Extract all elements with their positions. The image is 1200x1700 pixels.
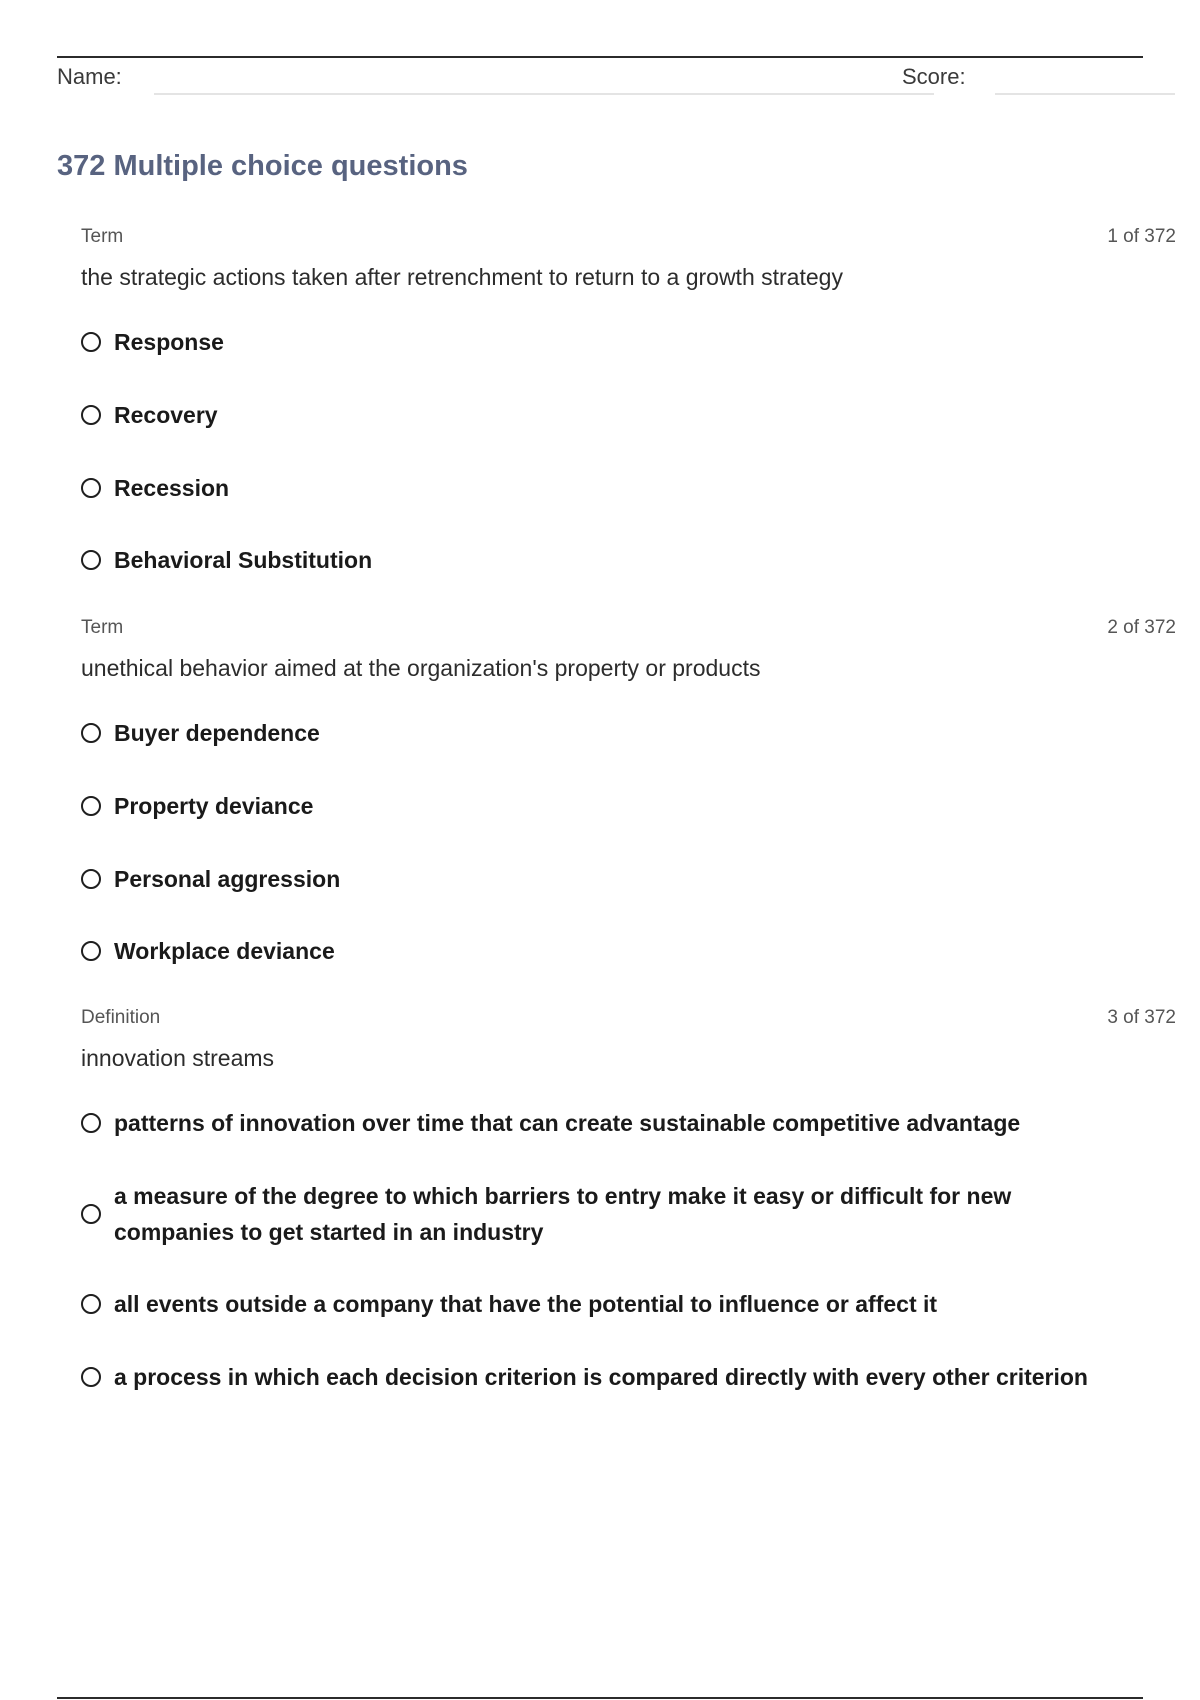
question-kind: Term [81,226,124,247]
top-rule [57,56,1143,58]
answer-option[interactable] [81,1359,1088,1395]
answer-option-label: Recession [114,475,230,501]
bottom-rule [57,1697,1143,1699]
answer-option-label: Response [114,329,224,355]
score-field[interactable] [995,93,1175,95]
answer-option-label: Behavioral Substitution [114,547,373,573]
radio-icon[interactable] [81,405,101,425]
radio-icon[interactable] [81,1204,101,1224]
answer-option[interactable] [81,861,340,897]
radio-icon[interactable] [81,1294,101,1314]
name-field[interactable] [154,93,934,95]
answer-option-label: patterns of innovation over time that can create sustainable competitive advantage [114,1110,1021,1136]
radio-icon[interactable] [81,869,101,889]
question-prompt: innovation streams [81,1045,275,1071]
question-kind: Definition [81,1007,161,1028]
answer-option-label: Workplace deviance [114,938,335,964]
name-label: Name: [57,64,122,89]
answer-option-label: all events outside a company that have the potential to influence or affect it [114,1291,938,1317]
worksheet-header [57,62,1175,98]
answer-option[interactable] [81,324,224,360]
radio-icon[interactable] [81,1367,101,1387]
radio-icon[interactable] [81,478,101,498]
question-kind: Term [81,617,124,638]
question-counter: 1 of 372 [1107,226,1176,247]
radio-icon[interactable] [81,796,101,816]
radio-icon[interactable] [81,723,101,743]
answer-option[interactable] [81,397,218,433]
answer-option[interactable] [81,1105,1020,1141]
answer-option-label: Recovery [114,402,218,428]
question-counter: 3 of 372 [1107,1007,1176,1028]
answer-option[interactable] [81,788,313,824]
radio-icon[interactable] [81,941,101,961]
radio-icon[interactable] [81,332,101,352]
answer-option[interactable] [81,542,372,578]
answer-option[interactable] [81,1286,937,1322]
radio-icon[interactable] [81,1113,101,1133]
question-counter: 2 of 372 [1107,617,1176,638]
score-label: Score: [902,64,966,89]
answer-option-label: Personal aggression [114,866,341,892]
answer-option[interactable] [81,470,229,506]
answer-option-label: a process in which each decision criterion is compared directly with every other criterion [114,1364,1088,1390]
answer-option-label: Buyer dependence [114,720,320,746]
answer-option[interactable] [81,1178,1074,1250]
answer-option[interactable] [81,933,335,969]
answer-option-label: Property deviance [114,793,314,819]
question-prompt: unethical behavior aimed at the organization's property or products [81,655,761,681]
question-prompt: the strategic actions taken after retrenchment to return to a growth strategy [81,264,843,290]
answer-option-label: a measure of the degree to which barriers to entry make it easy or difficult for new companies to get started in an industry [114,1183,1012,1245]
radio-icon[interactable] [81,550,101,570]
page-title: 372 Multiple choice questions [57,150,468,182]
answer-option[interactable] [81,715,320,751]
